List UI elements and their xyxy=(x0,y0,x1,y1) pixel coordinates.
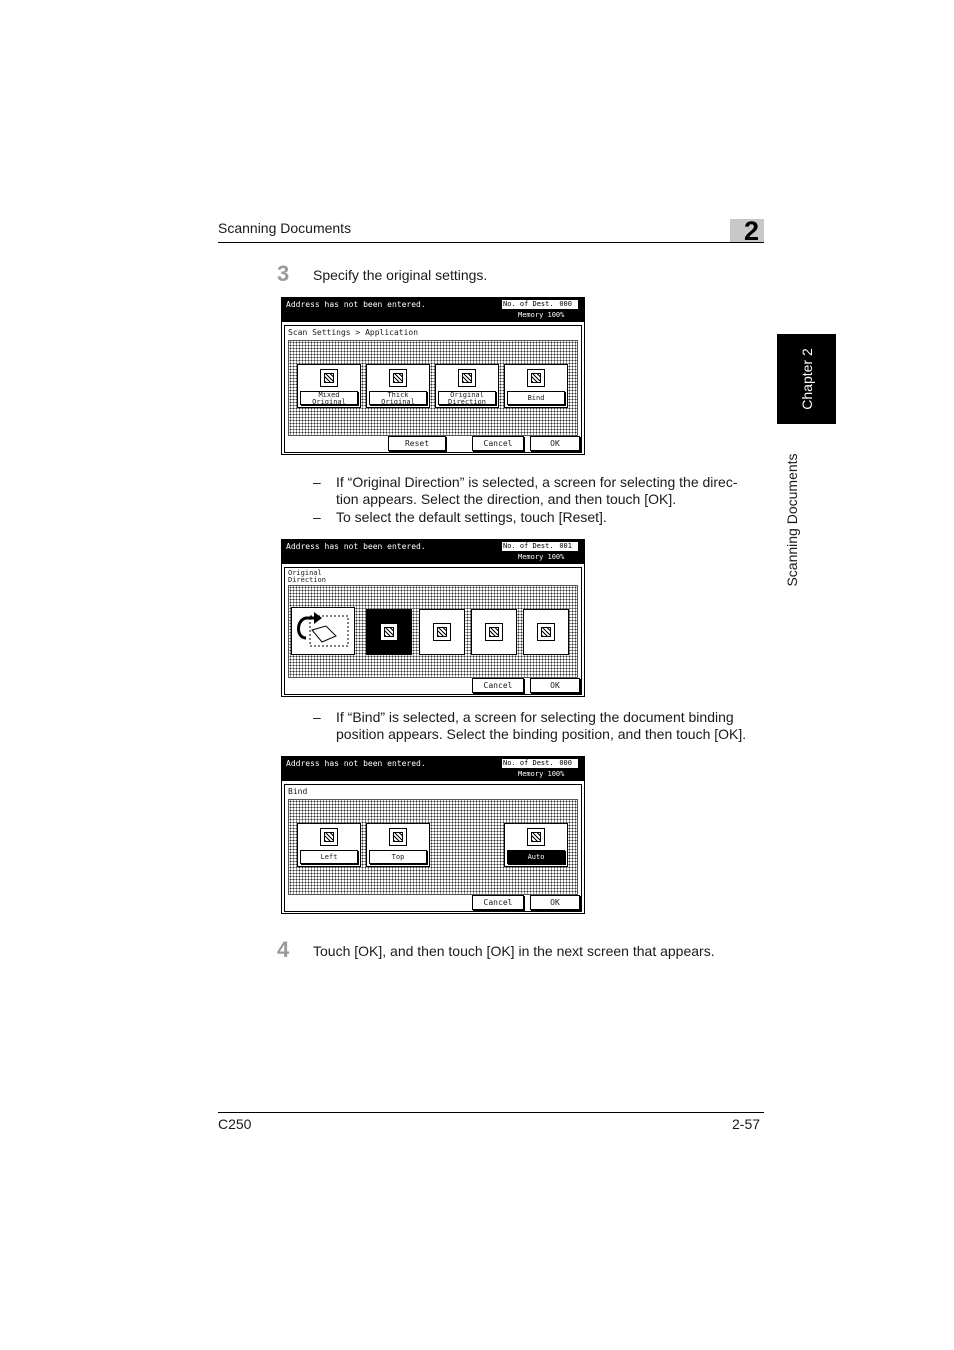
bind-top-icon xyxy=(389,828,407,846)
footer-rule xyxy=(218,1112,764,1113)
bullet-dash: – xyxy=(313,709,321,725)
status-bar xyxy=(282,757,584,781)
destination-counter: No. of Dest. 000 xyxy=(502,300,578,309)
screen-application xyxy=(281,297,585,455)
destination-counter: No. of Dest. 000 xyxy=(502,759,578,768)
breadcrumb: Scan Settings > Application xyxy=(288,328,419,337)
side-tab-chapter: Chapter 2 xyxy=(798,348,815,410)
screen-bind xyxy=(281,756,585,914)
direction-option-2[interactable] xyxy=(419,609,465,655)
tile-thick-original[interactable]: Thick Original xyxy=(366,364,430,408)
panel-title: Original Direction xyxy=(288,569,326,584)
bind-option-left[interactable]: Left xyxy=(297,823,361,867)
address-message: Address has not been entered. xyxy=(286,759,426,768)
screen-original-direction xyxy=(281,539,585,697)
tile-bind[interactable]: Bind xyxy=(504,364,568,408)
reset-button[interactable]: Reset xyxy=(388,436,446,451)
memory-indicator: Memory 100% xyxy=(518,553,565,561)
note-original-direction-1: If “Original Direction” is selected, a screen for selecting the direc- xyxy=(336,474,738,490)
step-number-3: 3 xyxy=(277,261,290,286)
bind-left-icon xyxy=(320,828,338,846)
bind-icon xyxy=(527,369,545,387)
note-reset: To select the default settings, touch [Reset]. xyxy=(336,509,607,525)
bullet-dash: – xyxy=(313,509,321,525)
direction-option-1[interactable] xyxy=(366,609,412,655)
note-bind-1: If “Bind” is selected, a screen for selecting the document binding xyxy=(336,709,734,725)
direction-4-icon xyxy=(537,623,555,641)
header-rule xyxy=(218,242,764,243)
memory-indicator: Memory 100% xyxy=(518,311,565,319)
footer-page-number: 2-57 xyxy=(732,1116,761,1132)
direction-option-3[interactable] xyxy=(471,609,517,655)
application-panel xyxy=(284,325,582,453)
step-text-4: Touch [OK], and then touch [OK] in the next screen that appears. xyxy=(313,943,715,959)
chapter-number: 2 xyxy=(744,216,760,246)
bind-panel xyxy=(284,784,582,912)
direction-option-4[interactable] xyxy=(523,609,569,655)
mixed-original-icon xyxy=(320,369,338,387)
direction-1-icon xyxy=(380,623,398,641)
memory-indicator: Memory 100% xyxy=(518,770,565,778)
step-text-3: Specify the original settings. xyxy=(313,267,488,283)
address-message: Address has not been entered. xyxy=(286,300,426,309)
side-tab-section: Scanning Documents xyxy=(784,453,800,587)
running-header-title: Scanning Documents xyxy=(218,220,352,236)
cancel-button[interactable]: Cancel xyxy=(472,678,524,693)
note-original-direction-2: tion appears. Select the direction, and then touch [OK]. xyxy=(336,491,677,507)
cancel-button[interactable]: Cancel xyxy=(472,436,524,451)
tile-original-direction[interactable]: Original Direction xyxy=(435,364,499,408)
panel-title: Bind xyxy=(288,787,308,796)
ok-button[interactable]: OK xyxy=(530,436,580,451)
bind-option-top[interactable]: Top xyxy=(366,823,430,867)
direction-panel xyxy=(284,567,582,695)
cancel-button[interactable]: Cancel xyxy=(472,895,524,910)
thick-original-icon xyxy=(389,369,407,387)
status-bar xyxy=(282,540,584,564)
footer-model: C250 xyxy=(218,1116,252,1132)
bullet-dash: – xyxy=(313,474,321,490)
ok-button[interactable]: OK xyxy=(530,895,580,910)
status-bar xyxy=(282,298,584,322)
bind-auto-icon xyxy=(527,828,545,846)
destination-counter: No. of Dest. 001 xyxy=(502,542,578,551)
direction-illustration xyxy=(291,607,355,655)
tile-mixed-original[interactable]: Mixed Original xyxy=(297,364,361,408)
note-bind-2: position appears. Select the binding position, and then touch [OK]. xyxy=(336,726,747,742)
step-number-4: 4 xyxy=(277,937,290,962)
direction-2-icon xyxy=(433,623,451,641)
original-direction-icon xyxy=(458,369,476,387)
bind-option-auto[interactable]: Auto xyxy=(504,823,568,867)
ok-button[interactable]: OK xyxy=(530,678,580,693)
address-message: Address has not been entered. xyxy=(286,542,426,551)
rotate-original-icon xyxy=(292,608,352,652)
direction-3-icon xyxy=(485,623,503,641)
